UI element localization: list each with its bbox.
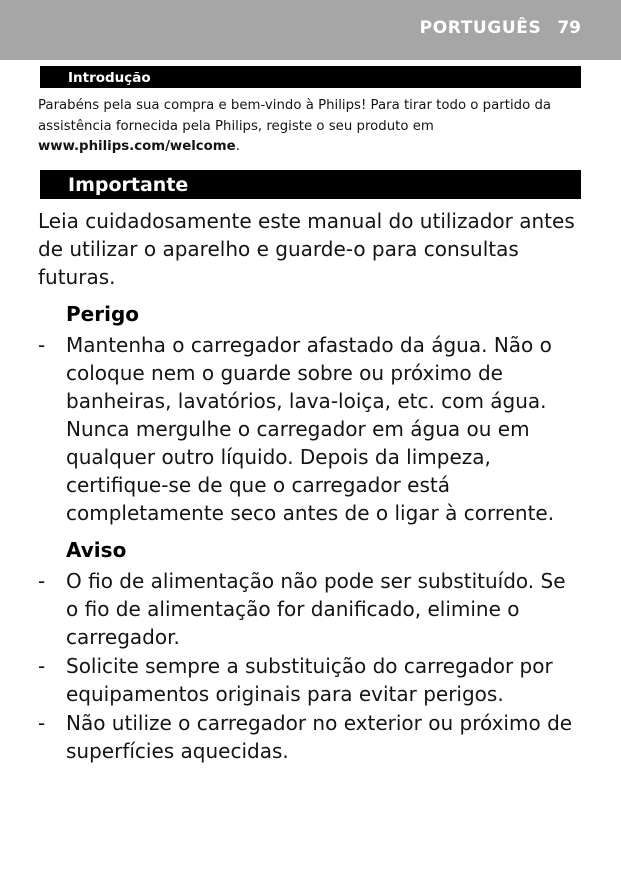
section-header-introducao: Introdução xyxy=(40,66,581,88)
list-item-text: Mantenha o carregador afastado da água. Não o coloque nem o guarde sobre ou próximo de banheiras, lavatórios, lava-loiça, etc. com água. Nunca mergulhe o carregador em água ou em qualquer outro líquido. Depois da limpeza, certifique-se de que o carregador está completamente seco antes de o ligar à corrente. xyxy=(66,332,555,525)
intro-paragraph-part1: Parabéns pela sua compra e bem-vindo à Philips! Para tirar todo o partido da assistência fornecida pela Philips, registe o seu produto em xyxy=(38,98,552,134)
list-item-text: O fio de alimentação não pode ser substituído. Se o fio de alimentação for danificado, elimine o carregador. xyxy=(66,568,566,649)
bullet-dash-icon: - xyxy=(38,332,46,357)
list-item xyxy=(38,331,581,527)
warning-bullet-list xyxy=(38,567,581,765)
bullet-dash-icon: - xyxy=(38,568,46,593)
list-item-text: Solicite sempre a substituição do carregador por equipamentos originais para evitar perigos. xyxy=(66,653,553,706)
subheading-aviso: Aviso xyxy=(66,537,127,562)
list-item xyxy=(38,652,581,708)
intro-paragraph xyxy=(38,96,581,158)
header-content xyxy=(420,18,581,38)
list-item xyxy=(38,567,581,651)
section-header-importante: Importante xyxy=(40,170,581,199)
language-label: PORTUGUÊS xyxy=(419,18,542,38)
page-content xyxy=(0,60,621,765)
important-paragraph: Leia cuidadosamente este manual do utilizador antes de utilizar o aparelho e guarde-o para consultas futuras. xyxy=(38,208,575,289)
intro-paragraph-part2: . xyxy=(235,139,240,154)
subheading-perigo: Perigo xyxy=(66,301,139,326)
intro-website: www.philips.com/welcome xyxy=(38,139,236,154)
page-header-band xyxy=(0,0,621,60)
danger-bullet-list xyxy=(38,331,581,527)
bullet-dash-icon: - xyxy=(38,710,46,735)
list-item-text: Não utilize o carregador no exterior ou próximo de superfícies aquecidas. xyxy=(66,710,573,763)
list-item xyxy=(38,709,581,765)
page-number: 79 xyxy=(557,18,581,38)
bullet-dash-icon: - xyxy=(38,653,46,678)
